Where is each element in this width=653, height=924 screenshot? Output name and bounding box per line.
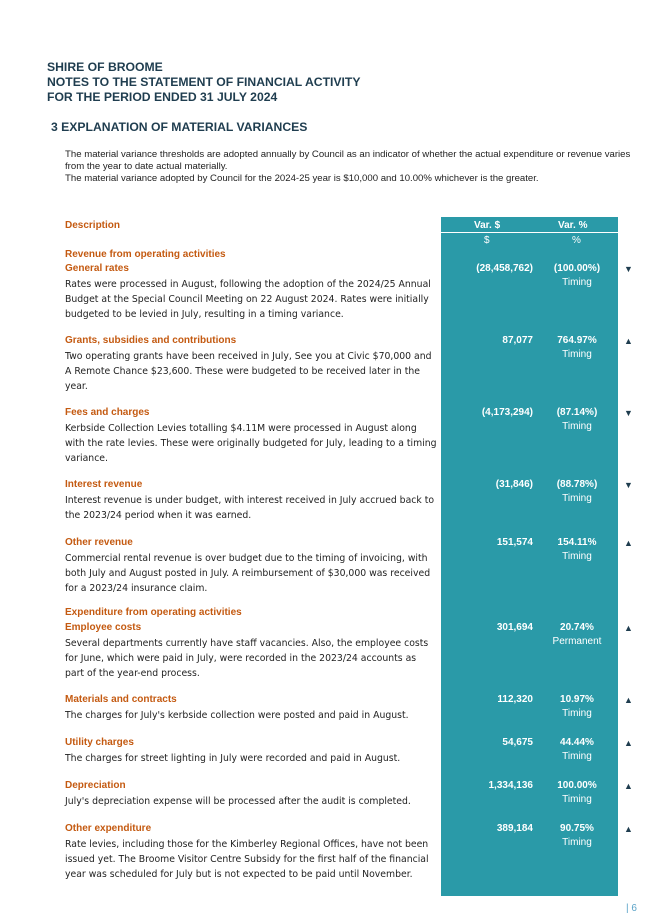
triangle-down-icon: ▼ — [624, 408, 633, 418]
row-title: Grants, subsidies and contributions — [65, 335, 237, 346]
row-title: Employee costs — [65, 622, 142, 633]
triangle-down-icon: ▼ — [624, 264, 633, 274]
row-explanation: Two operating grants have been received in July, See you at Civic $70,000 and A Remote Chance $23,600. These were budgeted to be received later in the year. — [65, 351, 432, 393]
variance-nature: Timing — [562, 349, 592, 360]
variance-amount: (28,458,762) — [476, 263, 533, 274]
revenue-group-heading: Revenue from operating activities — [65, 249, 226, 260]
variance-amount: 87,077 — [502, 335, 533, 346]
triangle-up-icon: ▲ — [624, 738, 633, 748]
row-title: General rates — [65, 263, 129, 274]
variance-percent-header: Var. % — [558, 220, 588, 231]
organisation-name: SHIRE OF BROOME — [47, 60, 163, 74]
row-title: Utility charges — [65, 737, 134, 748]
variance-percent: 154.11% — [557, 537, 597, 548]
variance-percent: 44.44% — [560, 737, 594, 748]
row-explanation: Interest revenue is under budget, with interest received in July accrued back to the 2023/24 period when it was earned. — [65, 495, 435, 522]
variance-nature: Permanent — [552, 636, 602, 647]
row-title: Materials and contracts — [65, 694, 177, 705]
variance-nature: Timing — [562, 751, 592, 762]
expenditure-group-heading: Expenditure from operating activities — [65, 607, 242, 618]
variance-nature: Timing — [562, 551, 592, 562]
variance-percent: (100.00%) — [553, 263, 601, 274]
variance-nature: Timing — [562, 493, 592, 504]
triangle-up-icon: ▲ — [624, 336, 633, 346]
variance-percent: (87.14%) — [556, 407, 598, 418]
page-number: | 6 — [626, 903, 637, 914]
variance-nature: Timing — [562, 421, 592, 432]
variance-percent: 10.97% — [560, 694, 594, 705]
row-explanation: The charges for July's kerbside collection were posted and paid in August. — [65, 710, 409, 721]
header-divider — [441, 232, 618, 233]
variance-amount: 301,694 — [496, 622, 533, 633]
row-title: Depreciation — [65, 780, 126, 791]
intro-paragraph: The material variance adopted by Council for the 2024-25 year is $10,000 and 10.00% whichever is the greater. — [65, 173, 539, 184]
variance-percent: 20.74% — [560, 622, 594, 633]
variance-amount: 389,184 — [496, 823, 533, 834]
variance-amount: (31,846) — [495, 479, 533, 490]
intro-paragraph: The material variance thresholds are adopted annually by Council as an indicator of whether the actual expenditure or revenue varies from the year to date actual materially. — [65, 149, 631, 172]
triangle-down-icon: ▼ — [624, 480, 633, 490]
triangle-up-icon: ▲ — [624, 623, 633, 633]
variance-amount-header: Var. $ — [474, 220, 501, 231]
section-intro — [65, 149, 635, 185]
variance-amount: (4,173,294) — [481, 407, 533, 418]
variance-amount-unit: $ — [484, 235, 490, 246]
variance-percent: 100.00% — [557, 780, 597, 791]
variance-percent-unit: % — [572, 235, 581, 246]
row-explanation: Rate levies, including those for the Kimberley Regional Offices, have not been issued yet. The Broome Visitor Centre Subsidy for the first half of the financial year was scheduled for July but is not expected to be paid until November. — [65, 839, 429, 881]
row-explanation: The charges for street lighting in July were recorded and paid in August. — [65, 753, 401, 764]
variance-percent: (88.78%) — [556, 479, 598, 490]
variance-amount: 54,675 — [502, 737, 533, 748]
row-title: Interest revenue — [65, 479, 143, 490]
variance-nature: Timing — [562, 708, 592, 719]
variance-amount: 151,574 — [496, 537, 533, 548]
row-title: Other revenue — [65, 537, 133, 548]
report-title: NOTES TO THE STATEMENT OF FINANCIAL ACTIVITY — [47, 75, 361, 89]
triangle-up-icon: ▲ — [624, 824, 633, 834]
variance-nature: Timing — [562, 277, 592, 288]
triangle-up-icon: ▲ — [624, 781, 633, 791]
row-explanation: Rates were processed in August, following the adoption of the 2024/25 Annual Budget at the Special Council Meeting on 22 August 2024. Rates were initially budgeted to be levied in July, resulting in a timing variance. — [65, 279, 431, 321]
variance-amount: 1,334,136 — [488, 780, 533, 791]
row-explanation: July's depreciation expense will be processed after the audit is completed. — [65, 796, 411, 807]
variance-amount: 112,320 — [497, 694, 533, 705]
row-title: Other expenditure — [65, 823, 152, 834]
triangle-up-icon: ▲ — [624, 695, 633, 705]
variance-percent: 90.75% — [560, 823, 594, 834]
section-title: 3 EXPLANATION OF MATERIAL VARIANCES — [51, 120, 308, 134]
variance-nature: Timing — [562, 837, 592, 848]
report-period: FOR THE PERIOD ENDED 31 JULY 2024 — [47, 90, 278, 104]
variance-percent: 764.97% — [557, 335, 597, 346]
row-title: Fees and charges — [65, 407, 150, 418]
variance-nature: Timing — [562, 794, 592, 805]
row-explanation: Commercial rental revenue is over budget due to the timing of invoicing, with both July and August posted in July. A reimbursement of $30,000 was received for a 2023/24 insurance claim. — [65, 553, 431, 595]
row-explanation: Several departments currently have staff vacancies. Also, the employee costs for June, which were paid in July, were recorded in the 2023/24 accounts as part of the year-end process. — [65, 638, 429, 680]
triangle-up-icon: ▲ — [624, 538, 633, 548]
report-header — [47, 60, 361, 105]
row-explanation: Kerbside Collection Levies totalling $4.11M were processed in August along with the rate levies. These were originally budgeted for July, leading to a timing variance. — [65, 423, 437, 465]
description-column-header: Description — [65, 220, 121, 231]
